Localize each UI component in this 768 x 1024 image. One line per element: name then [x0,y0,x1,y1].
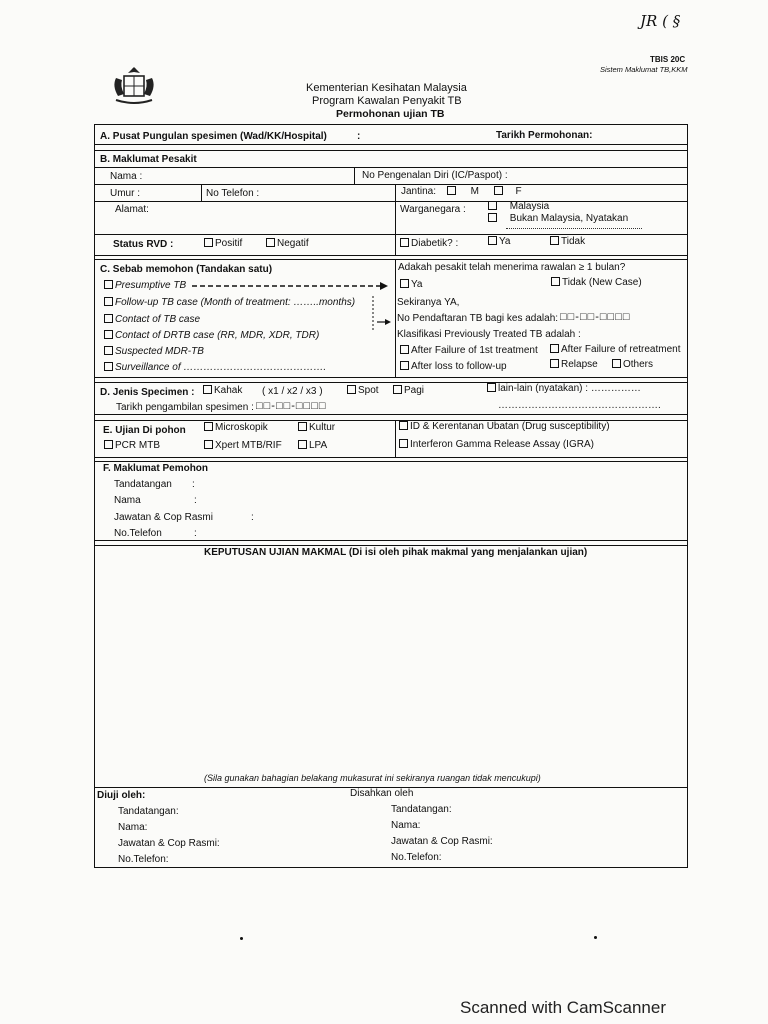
section-b-title: B. Maklumat Pesakit [100,154,197,165]
form-border [94,124,688,868]
tarikh-permohonan-label: Tarikh Permohonan: [496,130,593,141]
crest-logo [110,64,158,108]
lpa-checkbox[interactable] [298,440,307,449]
diabetik-ya-checkbox[interactable] [488,236,497,245]
relapse-label: Relapse [561,359,598,370]
reason-suspected-mdr-label: Suspected MDR-TB [115,346,204,357]
jantina-m-label: M [470,186,479,197]
reason-surveillance-checkbox[interactable] [104,362,113,371]
nyatakan-line[interactable] [506,228,642,229]
after-loss-label: After loss to follow-up [411,361,507,372]
lain-lain-label: lain-lain (nyatakan) : …………… [498,383,641,394]
section-a-label: A. Pusat Pungulan spesimen (Wad/KK/Hospital) [100,131,327,142]
punch-dot [594,936,597,939]
alamat-label: Alamat: [115,204,149,215]
after-retreat-label: After Failure of retreatment [561,344,681,355]
after-first-checkbox[interactable] [400,345,409,354]
ministry-title: Kementerian Kesihatan Malaysia [306,82,467,94]
pemohon-telefon-label: No.Telefon [114,528,162,539]
bukan-malaysia-checkbox[interactable] [488,213,497,222]
section-c-title: C. Sebab memohon (Tandakan satu) [100,264,273,275]
klasifikasi-label: Klasifikasi Previously Treated TB adalah : [397,329,581,340]
reason-contact-tb-label: Contact of TB case [115,314,201,325]
pemohon-telefon-colon: : [194,528,197,539]
igra-checkbox[interactable] [399,439,408,448]
ic-label: No Pengenalan Diri (IC/Paspot) : [362,170,508,181]
reason-presumptive-label: Presumptive TB [115,280,187,291]
warganegara-label: Warganegara : [400,204,466,215]
diuji-tandatangan-label: Tandatangan: [118,806,179,817]
disahkan-jawatan-label: Jawatan & Cop Rasmi: [391,836,493,847]
tarikh-pengambilan-boxes[interactable]: □□-□□-□□□□ [256,400,327,412]
jantina-label: Jantina: [401,186,437,197]
pemohon-nama-colon: : [194,495,197,506]
malaysia-checkbox[interactable] [488,201,497,210]
pemohon-nama-label: Nama [114,495,141,506]
reason-followup-label: Follow-up TB case (Month of treatment: ……..months) [115,297,356,308]
reason-presumptive-checkbox[interactable] [104,280,113,289]
telefon-label: No Telefon : [206,188,260,199]
kahak-counts: ( x1 / x2 / x3 ) [262,386,323,397]
diabetik-label: Diabetik? : [411,238,459,249]
rawatan-ya-checkbox[interactable] [400,279,409,288]
diabetik-tidak-checkbox[interactable] [550,236,559,245]
kahak-checkbox[interactable] [203,385,212,394]
nama-label: Nama : [110,171,143,182]
negatif-checkbox[interactable] [266,238,275,247]
section-f-title: F. Maklumat Pemohon [103,463,209,474]
rawatan-tidak-checkbox[interactable] [551,277,560,286]
camscanner-watermark: Scanned with CamScanner [460,998,667,1017]
pcr-mtb-label: PCR MTB [115,440,160,451]
rawatan-tidak-label: Tidak (New Case) [562,277,642,288]
punch-dot [240,937,243,940]
diuji-telefon-label: No.Telefon: [118,854,169,865]
pagi-label: Pagi [404,385,425,396]
id-kerentanan-checkbox[interactable] [399,421,408,430]
diuji-nama-label: Nama: [118,822,148,833]
system-name: Sistem Maklumat TB,KKM [600,65,688,74]
pendaftaran-label: No Pendaftaran TB bagi kes adalah: [397,313,559,324]
diuji-jawatan-label: Jawatan & Cop Rasmi: [118,838,220,849]
diabetik-ya-label: Ya [499,236,511,247]
status-rvd-label: Status RVD : [113,239,174,250]
bukan-malaysia-label: Bukan Malaysia, Nyatakan [509,213,629,224]
jantina-m-checkbox[interactable] [447,186,456,195]
reason-suspected-mdr-checkbox[interactable] [104,346,113,355]
jantina-f-checkbox[interactable] [494,186,503,195]
id-kerentanan-label: ID & Kerentanan Ubatan (Drug susceptibility) [410,421,610,432]
igra-label: Interferon Gamma Release Assay (IGRA) [410,439,594,450]
pendaftaran-number-boxes[interactable]: □□-□□-□□□□ [560,311,631,323]
others-checkbox[interactable] [612,359,621,368]
spot-label: Spot [358,385,379,396]
microskopik-checkbox[interactable] [204,422,213,431]
program-title: Program Kawalan Penyakit TB [312,95,462,107]
disahkan-telefon-label: No.Telefon: [391,852,442,863]
diuji-oleh-label: Diuji oleh: [97,790,146,801]
umur-label: Umur : [110,188,140,199]
disahkan-nama-label: Nama: [391,820,421,831]
rawatan-ya-label: Ya [411,279,423,290]
section-e-title: E. Ujian Di pohon [103,425,186,436]
pagi-checkbox[interactable] [393,385,402,394]
reason-contact-drtb-label: Contact of DRTB case (RR, MDR, XDR, TDR) [115,330,320,341]
reason-surveillance-label: Surveillance of ……………………………………. [115,362,327,373]
handwritten-note: JR ( § [640,12,681,30]
after-first-label: After Failure of 1st treatment [411,345,538,356]
diabetik-checkbox[interactable] [400,238,409,247]
tarikh-pengambilan-label: Tarikh pengambilan spesimen : [116,402,254,413]
positif-label: Positif [215,238,243,249]
jantina-field [401,186,522,198]
document-title: Permohonan ujian TB [336,108,445,120]
microskopik-label: Microskopik [215,422,268,433]
malaysia-label: Malaysia [509,201,550,212]
reason-followup-checkbox[interactable] [104,297,113,306]
keputusan-title: KEPUTUSAN UJIAN MAKMAL (Di isi oleh pihak makmal yang menjalankan ujian) [204,547,588,558]
spot-checkbox[interactable] [347,385,356,394]
pemohon-jawatan-colon: : [251,512,254,523]
positif-checkbox[interactable] [204,238,213,247]
section-a-colon: : [357,131,361,142]
xpert-label: Xpert MTB/RIF [215,440,282,451]
xpert-checkbox[interactable] [204,440,213,449]
disahkan-tandatangan-label: Tandatangan: [391,804,452,815]
disahkan-oleh-label: Disahkan oleh [350,788,414,799]
section-d-title: D. Jenis Specimen : [100,387,195,398]
after-loss-checkbox[interactable] [400,361,409,370]
form-code: TBIS 20C [650,55,686,64]
diabetik-tidak-label: Tidak [561,236,586,247]
reason-contact-tb-checkbox[interactable] [104,314,113,323]
reason-contact-drtb-checkbox[interactable] [104,330,113,339]
kultur-label: Kultur [309,422,336,433]
sekiranya-label: Sekiranya YA, [397,297,460,308]
pemohon-tandatangan-label: Tandatangan [114,479,172,490]
kahak-label: Kahak [214,385,243,396]
others-label: Others [623,359,654,370]
lpa-label: LPA [309,440,328,451]
jantina-f-label: F [515,186,522,197]
pcr-mtb-checkbox[interactable] [104,440,113,449]
negatif-label: Negatif [277,238,309,249]
relapse-checkbox[interactable] [550,359,559,368]
pemohon-tandatangan-colon: : [192,479,195,490]
lain-lain-line[interactable]: …………………………………………. [498,400,661,411]
pemohon-jawatan-label: Jawatan & Cop Rasmi [114,512,213,523]
arrow-connector-icon [190,278,395,338]
after-retreat-checkbox[interactable] [550,344,559,353]
keputusan-note: (Sila gunakan bahagian belakang mukasurat ini sekiranya ruangan tidak mencukupi) [204,773,541,783]
kultur-checkbox[interactable] [298,422,307,431]
lain-lain-checkbox[interactable] [487,383,496,392]
rawatan-question: Adakah pesakit telah menerima rawalan ≥ 1 bulan? [398,262,626,273]
